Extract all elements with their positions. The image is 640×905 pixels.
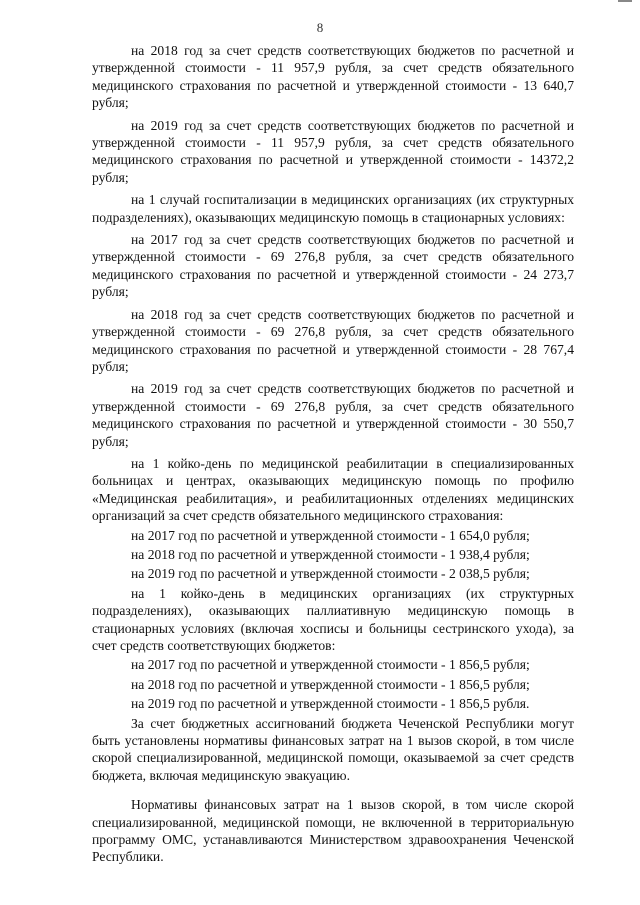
paragraph-2019-hospitalization: на 2019 год за счет средств соответствующих бюджетов по расчетной и утвержденной стоимости - 69 276,8 рубля, за счет средств обязательного медицинского страхования по расчетной и утвержденной стоимости - 30 550,7 рубля;	[92, 381, 574, 449]
paragraph-rehabilitation-heading: на 1 койко-день по медицинской реабилитации в специализированных больницах и центрах, оказывающих медицинскую помощь по профилю «Медицинская реабилитация», и реабилитационных отделениях медицинских организаций за счет средств обязательного медицинского страхования:	[92, 455, 574, 524]
paragraph-palliative-heading: на 1 койко-день в медицинских организациях (их структурных подразделениях), оказывающих паллиативную медицинскую помощь в стационарных условиях (включая хосписы и больницы сестринского ухода), за счет средств соответствующих бюджетов:	[92, 585, 574, 653]
paragraph-2018-rehabilitation: на 2018 год по расчетной и утвержденной стоимости - 1 938,4 рубля;	[131, 546, 530, 562]
paragraph-2019-emergency: на 2019 год за счет средств соответствующих бюджетов по расчетной и утвержденной стоимости - 11 957,9 рубля, за счет средств обязательного медицинского страхования по расчетной и утвержденной стоимости - 14372,2 рубля;	[92, 117, 574, 185]
paragraph-2019-rehabilitation: на 2019 год по расчетной и утвержденной стоимости - 2 038,5 рубля;	[131, 566, 530, 582]
paragraph-2017-palliative: на 2017 год по расчетной и утвержденной стоимости - 1 856,5 рубля;	[131, 657, 530, 673]
paragraph-2019-palliative: на 2019 год по расчетной и утвержденной стоимости - 1 856,5 рубля.	[131, 696, 530, 712]
paragraph-2018-emergency: на 2018 год за счет средств соответствующих бюджетов по расчетной и утвержденной стоимости - 11 957,9 рубля, за счет средств обязательного медицинского страхования по расчетной и утвержденной стоимости - 13 640,7 рубля;	[92, 43, 574, 111]
paragraph-financial-norms: Нормативы финансовых затрат на 1 вызов скорой, в том числе скорой специализированной, медицинской помощи, не включенной в территориальную программу ОМС, устанавливаются Министерством здравоохранения Чеченской Республики.	[92, 797, 574, 865]
page-number: 8	[316, 20, 324, 35]
paragraph-2018-hospitalization: на 2018 год за счет средств соответствующих бюджетов по расчетной и утвержденной стоимости - 69 276,8 рубля, за счет средств обязательного медицинского страхования по расчетной и утвержденной стоимости - 28 767,4 рубля;	[92, 306, 574, 374]
paragraph-2017-hospitalization: на 2017 год за счет средств соответствующих бюджетов по расчетной и утвержденной стоимости - 69 276,8 рубля, за счет средств обязательного медицинского страхования по расчетной и утвержденной стоимости - 24 273,7 рубля;	[92, 232, 574, 300]
paragraph-2017-rehabilitation: на 2017 год по расчетной и утвержденной стоимости - 1 654,0 рубля;	[131, 527, 530, 543]
corner-mark	[618, 0, 632, 2]
paragraph-hospitalization-heading: на 1 случай госпитализации в медицинских организациях (их структурных подразделениях), оказывающих медицинскую помощь в стационарных условиях:	[92, 192, 574, 225]
paragraph-budget-allocations: За счет бюджетных ассигнований бюджета Чеченской Республики могут быть установлены нормативы финансовых затрат на 1 вызов скорой, в том числе скорой специализированной, медицинской помощи, оказываемой за счет средств бюджета, включая медицинскую эвакуацию.	[92, 715, 574, 783]
paragraph-2018-palliative: на 2018 год по расчетной и утвержденной стоимости - 1 856,5 рубля;	[131, 676, 530, 692]
document-body	[92, 42, 574, 871]
